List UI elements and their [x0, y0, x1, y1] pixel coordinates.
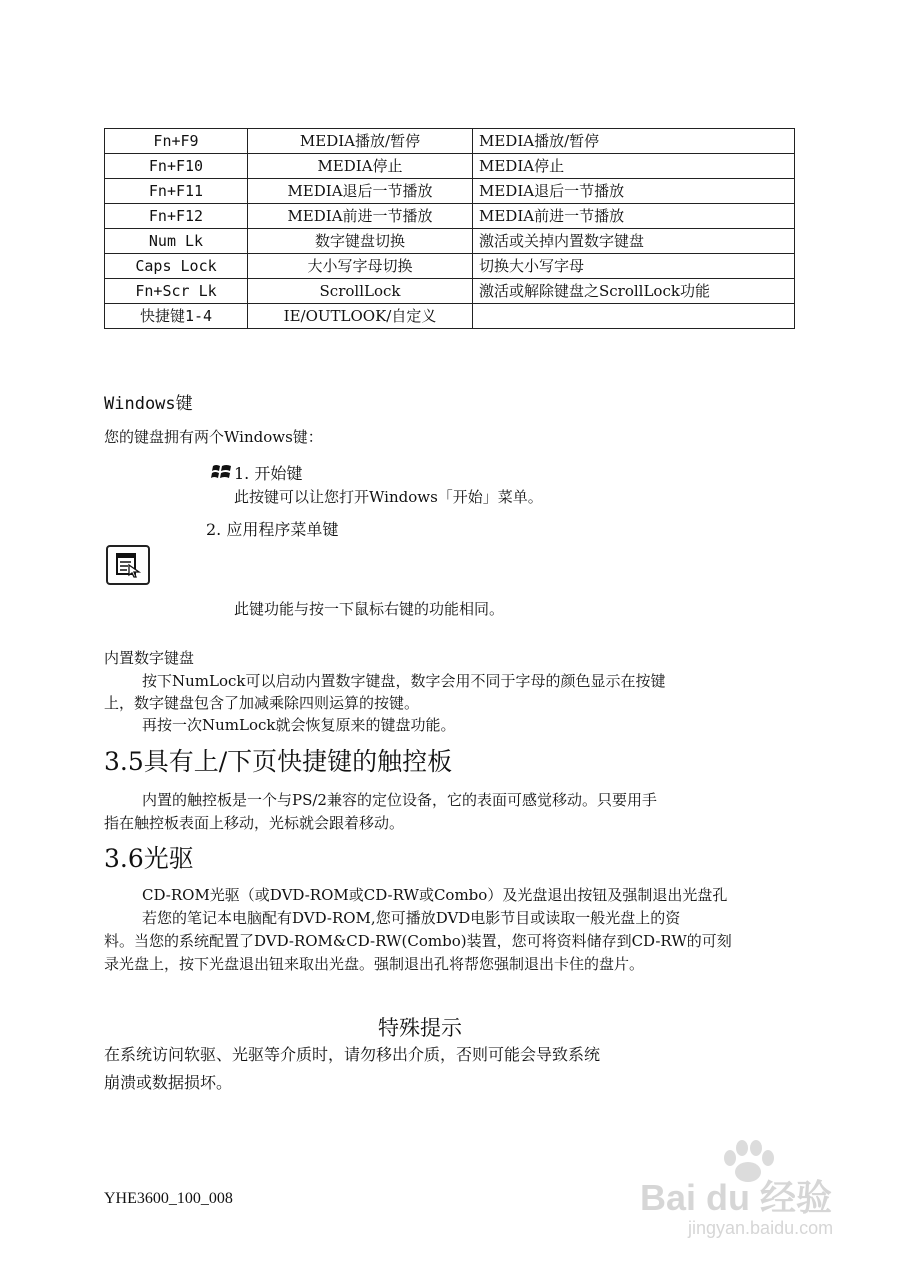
key-combo-cell: 快捷键1-4: [105, 304, 248, 329]
table-row: [105, 129, 795, 154]
baidu-jingyan-watermark: [638, 1140, 868, 1250]
special-tip-line: 在系统访问软驱、光驱等介质时，请勿移出介质，否则可能会导致系统: [104, 1045, 601, 1064]
table-row: [105, 229, 795, 254]
numpad-heading: 内置数字键盘: [104, 649, 195, 667]
touchpad-heading: 3.5具有上/下页快捷键的触控板: [104, 747, 453, 776]
app-key-title: 2. 应用程序菜单键: [206, 520, 339, 539]
table-row: [105, 254, 795, 279]
key-combo-cell: Caps Lock: [105, 254, 248, 279]
key-combo-cell: Fn+Scr Lk: [105, 279, 248, 304]
watermark-url: jingyan.baidu.com: [688, 1218, 834, 1238]
application-menu-key-icon: [106, 545, 150, 585]
watermark-brand: Bai du 经验: [640, 1177, 833, 1218]
table-row: [105, 279, 795, 304]
key-combo-cell: Num Lk: [105, 229, 248, 254]
optical-paragraph-line: 若您的笔记本电脑配有DVD-ROM,您可播放DVD电影节目或读取一般光盘上的资: [142, 909, 681, 927]
key-description-cell: MEDIA退后一节播放: [473, 179, 795, 204]
shortcut-key-table: [104, 128, 795, 329]
start-key-title: 1. 开始键: [234, 464, 303, 483]
key-function-cell: IE/OUTLOOK/自定义: [248, 304, 473, 329]
touchpad-paragraph-line: 指在触控板表面上移动，光标就会跟着移动。: [104, 814, 405, 832]
key-description-cell: 激活或解除键盘之ScrollLock功能: [473, 279, 795, 304]
touchpad-paragraph-line: 内置的触控板是一个与PS/2兼容的定位设备，它的表面可感觉移动。只要用手: [142, 791, 657, 809]
optical-paragraph-line: CD-ROM光驱（或DVD-ROM或CD-RW或Combo）及光盘退出按钮及强制退出光盘孔: [142, 886, 728, 904]
optical-paragraph-line: 录光盘上，按下光盘退出钮来取出光盘。强制退出孔将帮您强制退出卡住的盘片。: [104, 955, 645, 973]
key-description-cell: MEDIA前进一节播放: [473, 204, 795, 229]
key-function-cell: MEDIA播放/暂停: [248, 129, 473, 154]
footer-document-code: YHE3600_100_008: [104, 1190, 233, 1207]
key-combo-cell: Fn+F9: [105, 129, 248, 154]
optical-paragraph-line: 料。当您的系统配置了DVD-ROM&CD-RW(Combo)装置，您可将资料储存到CD-RW的可刻: [104, 932, 732, 950]
key-description-cell: 切换大小写字母: [473, 254, 795, 279]
key-function-cell: MEDIA前进一节播放: [248, 204, 473, 229]
windows-logo-icon: [210, 463, 234, 481]
numpad-paragraph-line: 上，数字键盘包含了加减乘除四则运算的按键。: [104, 694, 420, 712]
key-description-cell: [473, 304, 795, 329]
key-description-cell: MEDIA停止: [473, 154, 795, 179]
windows-key-intro: 您的键盘拥有两个Windows键：: [104, 428, 323, 446]
table-row: [105, 304, 795, 329]
key-function-cell: MEDIA停止: [248, 154, 473, 179]
windows-key-heading: Windows键: [104, 394, 193, 414]
key-combo-cell: Fn+F10: [105, 154, 248, 179]
table-row: [105, 179, 795, 204]
numpad-paragraph-line: 按下NumLock可以启动内置数字键盘，数字会用不同于字母的颜色显示在按键: [142, 672, 666, 690]
table-row: [105, 154, 795, 179]
key-description-cell: 激活或关掉内置数字键盘: [473, 229, 795, 254]
key-combo-cell: Fn+F12: [105, 204, 248, 229]
special-tip-heading: 特殊提示: [378, 1016, 462, 1040]
key-function-cell: ScrollLock: [248, 279, 473, 304]
table-row: [105, 204, 795, 229]
start-key-desc: 此按键可以让您打开Windows「开始」菜单。: [234, 488, 543, 506]
optical-drive-heading: 3.6光驱: [104, 844, 194, 873]
key-function-cell: 大小写字母切换: [248, 254, 473, 279]
special-tip-line: 崩溃或数据损坏。: [104, 1073, 233, 1092]
numpad-paragraph-line: 再按一次NumLock就会恢复原来的键盘功能。: [142, 716, 456, 734]
key-function-cell: 数字键盘切换: [248, 229, 473, 254]
key-combo-cell: Fn+F11: [105, 179, 248, 204]
key-function-cell: MEDIA退后一节播放: [248, 179, 473, 204]
app-key-desc: 此键功能与按一下鼠标右键的功能相同。: [234, 600, 505, 618]
key-description-cell: MEDIA播放/暂停: [473, 129, 795, 154]
